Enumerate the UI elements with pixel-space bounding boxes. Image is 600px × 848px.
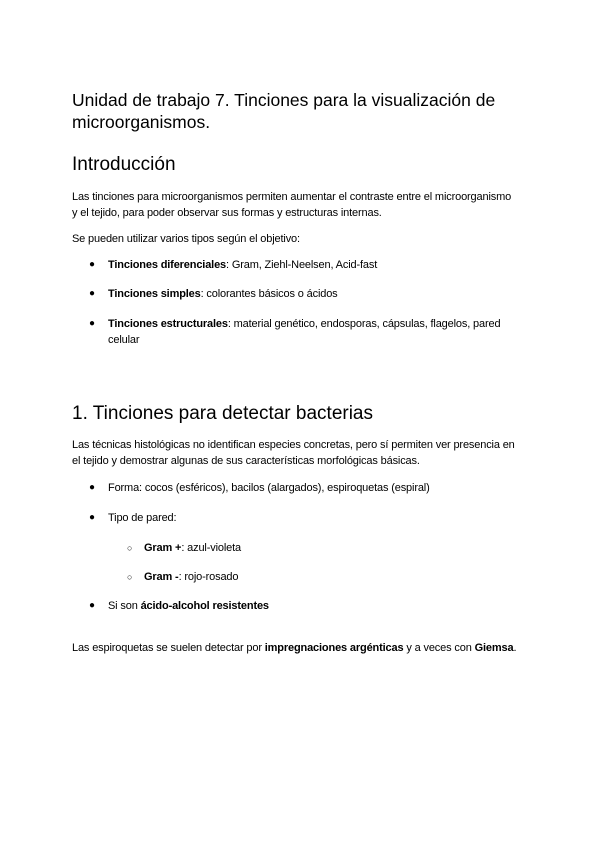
section-paragraph: Las técnicas histológicas no identifican especies concretas, pero sí permiten ver presencia en el tejido y demostrar algunas de sus características morfológicas básicas. — [72, 439, 515, 467]
bullet-icon: ● — [89, 512, 95, 523]
sub-list-item: ○ Gram +: azul-violeta — [127, 542, 241, 554]
intro-types-paragraph: Se pueden utilizar varios tipos según el objetivo: — [72, 233, 300, 245]
bullet-icon: ● — [89, 318, 95, 329]
bullet-icon: ● — [89, 288, 95, 299]
page-title: Unidad de trabajo 7. Tinciones para la visualización de microorganismos. — [72, 90, 496, 132]
list-item: ● Si son ácido-alcohol resistentes — [89, 600, 269, 612]
section-heading: 1. Tinciones para detectar bacterias — [72, 403, 374, 424]
list-item: ● Tinciones estructurales: material genético, endosporas, cápsulas, flagelos, pared celular — [89, 318, 501, 346]
list-item: ● Forma: cocos (esféricos), bacilos (alargados), espiroquetas (espiral) — [89, 482, 430, 494]
hollow-bullet-icon: ○ — [127, 543, 133, 553]
bullet-icon: ● — [89, 600, 95, 611]
closing-paragraph: Las espiroquetas se suelen detectar por impregnaciones argénticas y a veces con Giemsa. — [72, 642, 517, 654]
list-item: ● Tinciones simples: colorantes básicos o ácidos — [89, 288, 338, 300]
intro-paragraph: Las tinciones para microorganismos permiten aumentar el contraste entre el microorganismo y el tejido, para poder observar sus formas y estructuras internas. — [72, 191, 512, 219]
intro-heading: Introducción — [72, 154, 176, 175]
list-item: ● Tinciones diferenciales: Gram, Ziehl-Neelsen, Acid-fast — [89, 259, 378, 271]
bullet-icon: ● — [89, 259, 95, 270]
bullet-icon: ● — [89, 482, 95, 493]
hollow-bullet-icon: ○ — [127, 572, 133, 582]
sub-list-item: ○ Gram -: rojo-rosado — [127, 571, 239, 583]
list-item: ● Tipo de pared: — [89, 512, 177, 524]
